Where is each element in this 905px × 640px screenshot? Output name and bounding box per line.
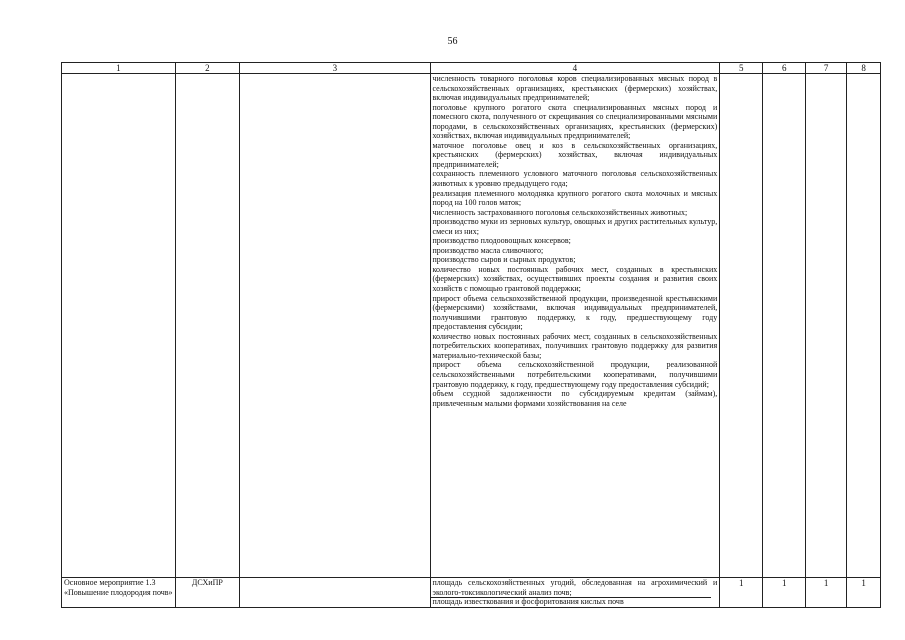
indicator-item: прирост объема сельскохозяйственной продукции, произведенной крестьянскими (фермерскими) хозяйствами, включая индивидуальных предпринимателей, получившими грантовую поддержку, к году, предшествующему году предоставления субсидии; [432,293,718,332]
indicator-item: прирост объема сельскохозяйственной продукции, реализованной сельскохозяйственными потребительскими кооперативами, получившими грантовую поддержку, к году, предшествующему году предоставления субсидий; [432,360,718,389]
indicator-item: производство муки из зерновых культур, овощных и других растительных культур, смеси из них; [432,217,718,236]
header-col-5: 5 [720,63,763,74]
cell-measure-col3 [240,578,430,608]
cell-name [62,74,176,578]
cell-indicators [430,74,720,578]
cell-measure-value-5: 1 [720,578,763,608]
indicator-item: объем ссудной задолженности по субсидируемым кредитам (займам), привлеченным малыми формами хозяйствования на селе [432,389,718,408]
header-col-3: 3 [240,63,430,74]
header-col-6: 6 [763,63,806,74]
indicator-item: производство сыров и сырных продуктов; [432,255,576,265]
table-row-continuation [62,74,881,578]
indicator-item: производство масла сливочного; [432,245,544,255]
cell-measure-indicators [430,578,720,608]
indicator-item: производство плодоовощных консервов; [432,236,571,246]
header-col-1: 1 [62,63,176,74]
program-table [61,62,881,608]
cell-measure-executor: ДСХиПР [175,578,239,608]
header-col-7: 7 [806,63,847,74]
indicator-item: численность товарного поголовья коров специализированных мясных пород в сельскохозяйственных организациях, крестьянских (фермерских) хозяйствах, включая индивидуальных предпринимателей; [432,74,718,103]
indicator-item: сохранность племенного условного маточного поголовья сельскохозяйственных животных к уровню предыдущего года; [432,169,718,189]
header-col-8: 8 [847,63,881,74]
cell-executor [175,74,239,578]
cell-measure-name: Основное мероприятие 1.3 «Повышение плодородия почв» [62,578,176,608]
table-row-measure-1-3 [62,578,881,608]
indicator-divider-line [430,597,711,598]
indicator-item: площадь сельскохозяйственных угодий, обследованная на агрохимический и эколого-токсикологический анализ почв; [432,578,718,597]
indicator-item: количество новых постоянных рабочих мест, созданных в крестьянских (фермерских) хозяйствах, осуществивших проекты создания и развития своих хозяйств с помощью грантовой поддержки; [432,264,718,294]
cell-measure-value-7: 1 [806,578,847,608]
cell-measure-value-6: 1 [763,578,806,608]
header-row [62,63,881,74]
cell-col3 [240,74,430,578]
cell-value-6 [763,74,806,578]
indicator-item: количество новых постоянных рабочих мест, созданных в сельскохозяйственных потребительских кооперативах, получивших грантовую поддержку для развития материально-технической базы; [432,331,718,360]
header-col-2: 2 [175,63,239,74]
cell-value-8 [847,74,881,578]
page-number: 56 [447,36,458,47]
header-col-4: 4 [430,63,720,74]
cell-value-5 [720,74,763,578]
indicator-item: площадь известкования и фосфоритования кислых почв [432,597,624,607]
cell-measure-value-8: 1 [847,578,881,608]
indicator-item: реализация племенного молодняка крупного рогатого скота молочных и мясных пород на 100 голов маток; [432,188,718,208]
indicator-item: численность застрахованного поголовья сельскохозяйственных животных; [432,207,688,217]
indicator-item: маточное поголовье овец и коз в сельскохозяйственных организациях, крестьянских (фермерских) хозяйствах, включая индивидуальных предпринимателей; [432,140,718,169]
indicator-item: поголовье крупного рогатого скота специализированных мясных пород и помесного скота, полученного от скрещивания со специализированными мясными породами, в сельскохозяйственных организациях, крестьянских (фермерских) хозяйствах, включая индивидуальных предпринимателей; [432,102,718,141]
cell-value-7 [806,74,847,578]
